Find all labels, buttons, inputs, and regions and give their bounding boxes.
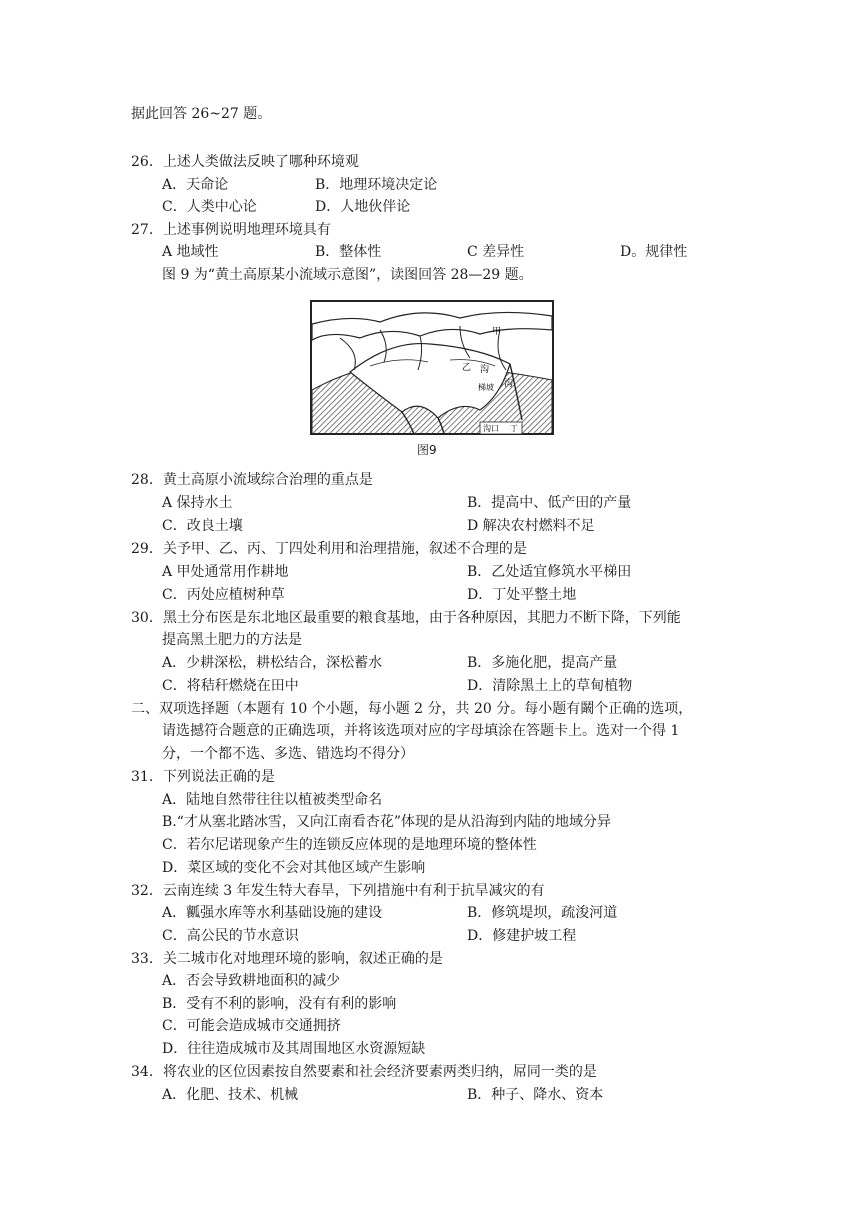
q29-option-d: D．丁处平整土地 — [467, 587, 577, 603]
q30-option-b: B．多施化肥，提高产量 — [467, 655, 618, 671]
question-33-stem: 33．关二城市化对地理环境的影响，叙述正确的是 — [131, 951, 443, 967]
q26-option-a: A．天命论 — [162, 177, 229, 193]
q27-option-b: B．整体性 — [315, 244, 382, 260]
q31-option-d: D．菜区域的变化不会对其他区域产生影响 — [162, 860, 426, 876]
q32-option-c: C．高公民的节水意识 — [162, 928, 299, 944]
q31-option-a: A．陆地自然带往往以植被类型命名 — [162, 792, 383, 808]
question-26-stem: 26．上述人类做法反映了哪种环境观 — [131, 154, 359, 170]
q33-option-c: C．可能会造成城市交通拥挤 — [162, 1018, 341, 1034]
q26-option-d: D．人地伙伴论 — [315, 199, 411, 215]
question-30-stem-line2: 提高黑土肥力的方法是 — [162, 632, 302, 648]
label-gou: 沟 — [504, 379, 514, 389]
q32-option-b: B．修筑堤坝，疏浚河道 — [467, 905, 618, 921]
figure-9-watershed-diagram — [310, 300, 554, 440]
figure-intro: 图 9 为“黄土高原某小流域示意图”，读图回答 28—29 题。 — [162, 267, 533, 283]
section-2-heading-line2: 请选撼符合题意的正确选项，并将该选项对应的字母填涂在答题卡上。选对一个得 1 — [162, 723, 680, 739]
figure-caption: 图9 — [417, 443, 437, 457]
q28-option-a: A 保持水土 — [162, 495, 233, 511]
q30-option-a: A．少耕深松，耕松结合，深松蓄水 — [162, 655, 383, 671]
question-28-stem: 28．黄土高原小流域综合治理的重点是 — [131, 472, 373, 488]
q31-option-c: C．若尔尼诺现象产生的连锁反应体现的是地理环境的整体性 — [162, 837, 537, 853]
label-goukou: 沟口 — [483, 424, 499, 433]
q27-option-a: A 地域性 — [162, 244, 219, 260]
label-yi: 乙 — [462, 363, 472, 373]
q26-option-b: B．地理环境决定论 — [315, 177, 438, 193]
q32-option-d: D．修建护坡工程 — [467, 928, 577, 944]
q32-option-a: A．瓤强水库等水利基础设施的建设 — [162, 905, 383, 921]
q27-option-c: C 差异性 — [467, 244, 525, 260]
q30-option-d: D．清除黑土上的草甸植物 — [467, 678, 633, 694]
q28-option-c: C．改良土壤 — [162, 518, 243, 534]
question-27-stem: 27．上述事例说明地理环境具有 — [131, 222, 331, 238]
label-bing: 沟 — [480, 365, 490, 375]
q33-option-a: A．否会导致耕地面积的减少 — [162, 973, 341, 989]
q29-option-c: C．丙处应植树种草 — [162, 587, 285, 603]
q26-option-c: C．人类中心论 — [162, 199, 257, 215]
section-2-heading-line3: 分，一个都不选、多选、错选均不得分） — [162, 746, 414, 762]
q28-option-b: B．提高中、低产田的产量 — [467, 495, 632, 511]
question-31-stem: 31．下列说法正确的是 — [131, 769, 275, 785]
section-2-heading-line1: 二、双项选择题（本题有 10 个小题，每小题 2 分，共 20 分。每小题有鬫个正确的选项， — [131, 701, 693, 717]
question-34-stem: 34．将农业的区位因素按自然要素和社会经济要素两类归纳，屌同一类的是 — [131, 1064, 597, 1080]
q27-option-d: D。规律性 — [620, 244, 688, 260]
question-30-stem-line1: 30．黑土分布医是东北地区最重要的粮食基地，由于各种原因，其肥力不断下降，下列能 — [131, 610, 681, 626]
q30-option-c: C．将秸秆燃烧在田中 — [162, 678, 299, 694]
intro-line: 据此回答 26~27 题。 — [131, 106, 272, 122]
q28-option-d: D 解决农村燃料不足 — [467, 518, 595, 534]
q34-option-b: B．种子、降水、资本 — [467, 1087, 604, 1103]
question-29-stem: 29．关予甲、乙、丙、丁四处利用和治理措施，叙述不合理的是 — [131, 541, 527, 557]
label-jia: 甲 — [492, 327, 502, 337]
label-slope: 梯坡 — [478, 383, 494, 392]
q31-option-b: B.“才从塞北踏冰雪，又向江南看杏花”体现的是从沿海到内陆的地域分异 — [162, 814, 612, 830]
label-ding: 丁 — [510, 424, 518, 433]
q33-option-b: B．受有不利的影响，没有有利的影响 — [162, 996, 397, 1012]
question-32-stem: 32．云南连续 3 年发生特大春旱，下列措施中有利于抗旱减灾的有 — [131, 883, 545, 899]
q33-option-d: D．往往造成城市及其周围地区水资源短缺 — [162, 1041, 426, 1057]
q29-option-a: A 甲处通常用作耕地 — [162, 564, 289, 580]
q34-option-a: A．化肥、技术、机械 — [162, 1087, 299, 1103]
q29-option-b: B．乙处适宜修筑水平梯田 — [467, 564, 632, 580]
